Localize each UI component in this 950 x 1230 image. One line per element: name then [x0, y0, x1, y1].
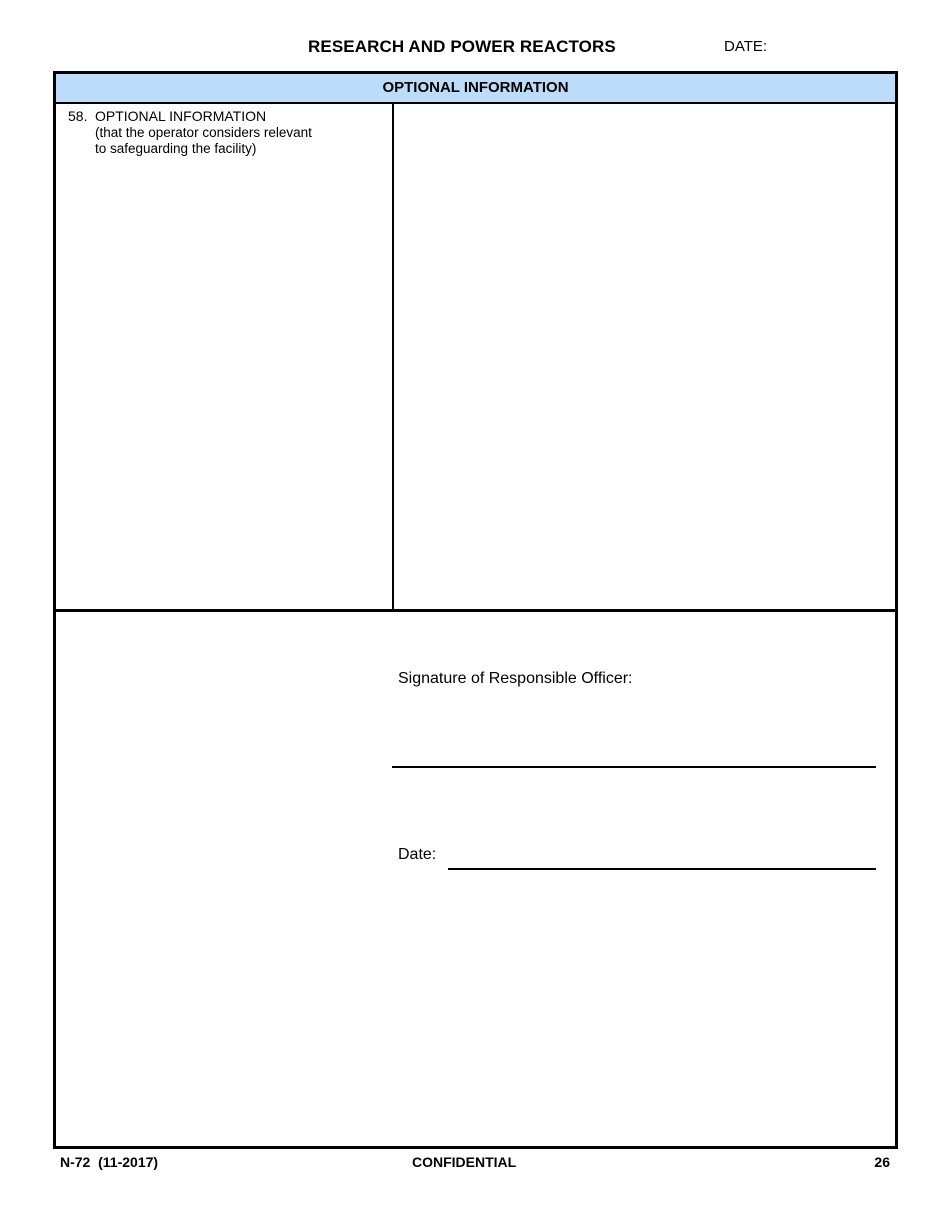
question-number: 58.: [68, 108, 88, 124]
form-frame: [53, 71, 898, 1149]
section-divider: [56, 609, 895, 612]
question-cell: [56, 104, 394, 609]
question-subtitle-line2: to safeguarding the facility): [95, 141, 257, 156]
signature-date-line[interactable]: [448, 868, 876, 870]
optional-information-answer-field[interactable]: [394, 104, 895, 609]
page-title: RESEARCH AND POWER REACTORS: [308, 37, 616, 56]
signature-line[interactable]: [392, 766, 876, 768]
section-header: OPTIONAL INFORMATION: [56, 74, 895, 104]
question-title: OPTIONAL INFORMATION: [95, 108, 267, 124]
footer-classification: CONFIDENTIAL: [412, 1154, 517, 1170]
signature-label: Signature of Responsible Officer:: [398, 670, 633, 687]
question-subtitle-line1: (that the operator considers relevant: [95, 125, 312, 140]
signature-date-label: Date:: [398, 846, 437, 863]
header-date-label: DATE:: [724, 38, 768, 55]
footer-form-id: N-72 (11-2017): [60, 1154, 159, 1170]
footer-page-number: 26: [874, 1154, 890, 1170]
